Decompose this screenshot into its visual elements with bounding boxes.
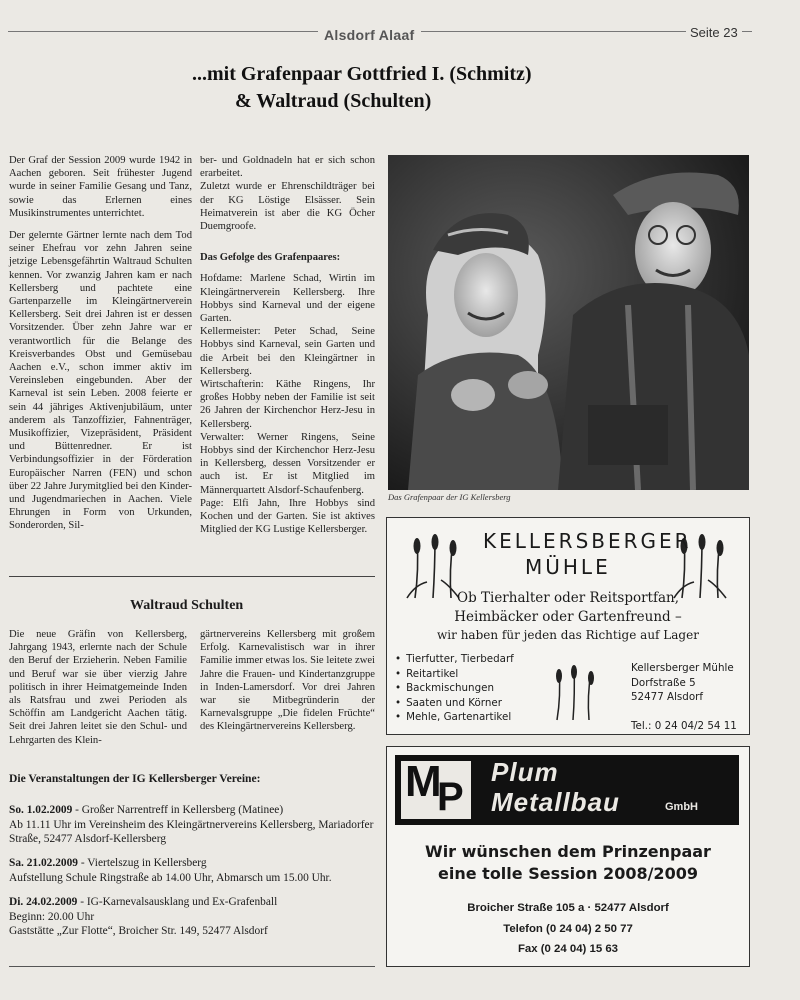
headline-line-2: & Waltraud (Schulten)	[235, 90, 432, 112]
mill-address-street: Dorfstraße 5	[631, 676, 696, 689]
wheat-icon	[547, 660, 601, 722]
page-number: Seite 23	[686, 25, 742, 40]
mill-product: • Mehle, Gartenartikel	[395, 710, 514, 725]
entourage-item: Wirtschafterin: Käthe Ringens, Ihr großes Hobby neben der Familie ist seit 26 Jahren der Kirchenchor Herz-Jesu in Kellersberg.	[200, 379, 375, 430]
plum-logo-banner	[395, 755, 739, 825]
section-title: Waltraud Schulten	[130, 598, 244, 613]
entourage-heading: Das Gefolge des Grafenpaares:	[200, 252, 341, 264]
article-paragraph: Der gelernte Gärtner lernte nach dem Tod seiner Ehefrau vor zehn Jahren seine jetzige Lebensgefährtin Waltraud Schulten kennen. Vor zwanzig Jahren kam er nach Kellersberg und pachtete eine Gartenparzelle im Kleingärtnerverein Kellersberg. Seit drei Jahren ist er dessen Vorsitzender. Über zehn Jahre war er verantwortlich für die Belange des Kreisverbandes Obst und Gemüsebau Aachen e.V., schon immer aktiv im Vereinsleben eingebunden. Aber der Karneval ist sein Leben. 2008 feierte er sein 44 jähriges Aktivenjubiläum, unter anderem als Tanzoffizier, Fahnenträger, Musikoffizier, Vizepräsident, Präsident und Büttenredner. Er ist Verbindungsoffizier in der Förderation Europäischer Narren (FEN) und schon über 22 Jahre Jurymitglied bei den Kinder- und Jugendmariechen in Aachen. Viele Ehrungen in Form von Urkunden, Sonderorden, Sil-	[9, 230, 192, 532]
waltraud-paragraph: gärtnervereins Kellersberg mit großem Erfolg. Karnevalistisch war in ihrer Familie immer etwas los. Sie leitete zwei Jahre die Frauen- und Kindertanzgruppe in Inden-Lamersdorf. Vor drei Jahren war sie Mitbegründerin der Karnevalsgruppe „Die fidelen Früchte“ des Kleingärtnervereins Kellersberg.	[200, 629, 375, 733]
event-item	[9, 856, 375, 886]
plum-suffix: GmbH	[665, 801, 698, 813]
headline-line-1: ...mit Grafenpaar Gottfried I. (Schmitz)	[192, 63, 532, 85]
mill-slogan: Heimbäcker oder Gartenfreund –	[454, 609, 682, 625]
count-couple-photo	[388, 155, 749, 490]
mill-product: • Backmischungen	[395, 681, 514, 696]
event-title: - Großer Narrentreff in Kellersberg (Matinee)	[72, 803, 284, 816]
events-heading: Die Veranstaltungen der IG Kellersberger Vereine:	[9, 772, 261, 785]
waltraud-column-2	[200, 628, 375, 734]
mill-product: • Reitartikel	[395, 667, 514, 682]
mill-address	[631, 661, 737, 733]
article-column-2	[200, 154, 375, 536]
mill-phone: Tel.: 0 24 04/2 54 11	[631, 719, 737, 732]
mp-logo	[401, 757, 471, 819]
plum-street: Broicher Straße 105 a · 52477 Alsdorf	[467, 902, 669, 914]
mill-title: MÜHLE	[525, 555, 611, 579]
mill-product-list	[395, 652, 514, 725]
article-paragraph: Der Graf der Session 2009 wurde 1942 in Aachen geboren. Seit frühester Jugend wurde in seiner Familie Gesang und Tanz, sowie das Erlernen eines Musikinstrumentes unterrichtet.	[9, 155, 192, 219]
plum-advertisement	[386, 746, 750, 967]
entourage-item: Verwalter: Werner Ringens, Seine Hobbys sind der Kirchenchor Herz-Jesu in Kellersberg, dessen Vorsitzender er auch ist. Er ist Mitglied im Männerquartett Alsdorf-Schaufenberg.	[200, 431, 375, 496]
mp-logo-p: P	[437, 775, 464, 819]
events-bottom-rule	[9, 966, 375, 967]
article-column-1	[9, 154, 192, 533]
event-details: Gaststätte „Zur Flotte“, Broicher Str. 149, 52477 Alsdorf	[9, 925, 268, 938]
mill-product: • Saaten und Körner	[395, 696, 514, 711]
plum-phone: Telefon (0 24 04) 2 50 77	[503, 923, 633, 935]
mill-address-city: 52477 Alsdorf	[631, 691, 703, 704]
plum-name: Plum	[491, 757, 559, 787]
running-title: Alsdorf Alaaf	[318, 27, 421, 43]
event-details: Ab 11.11 Uhr im Vereinsheim des Kleingärtnervereins Kellersberg, Mariadorfer Straße, 52477 Alsdorf-Kellersberg	[9, 818, 374, 846]
count-couple-photo-graphic	[388, 155, 749, 490]
plum-wish: eine tolle Session 2008/2009	[438, 864, 698, 883]
mill-slogan: wir haben für jeden das Richtige auf Lager	[437, 628, 699, 642]
mill-title: KELLERSBERGER	[483, 529, 692, 553]
entourage-item: Kellermeister: Peter Schad, Seine Hobbys sind Karneval, sein Garten und die Arbeit bei den Kleingärtner in Kellersberg.	[200, 326, 375, 377]
mill-slogan: Ob Tierhalter oder Reitsportfan,	[457, 590, 679, 606]
mill-advertisement	[386, 517, 750, 735]
events-box	[9, 772, 375, 948]
event-item	[9, 803, 375, 847]
mill-address-name: Kellersberger Mühle	[631, 662, 734, 674]
event-title: - Viertelszug in Kellersberg	[77, 857, 207, 870]
photo-caption: Das Grafenpaar der IG Kellersberg	[388, 492, 511, 502]
entourage-item: Page: Elfi Jahn, Ihre Hobbys sind Kochen und der Garten. Sie ist aktives Mitglied der KG Lustige Kellersberger.	[200, 497, 375, 536]
event-item	[9, 895, 375, 939]
event-details: Beginn: 20.00 Uhr	[9, 910, 95, 923]
waltraud-column-1	[9, 628, 187, 747]
event-date: Di. 24.02.2009	[9, 895, 78, 908]
mill-product: • Tierfutter, Tierbedarf	[395, 652, 514, 667]
mp-logo-m: M	[405, 757, 442, 806]
plum-wish: Wir wünschen dem Prinzenpaar	[425, 842, 711, 861]
event-title: - IG-Karnevalsausklang und Ex-Grafenball	[77, 895, 278, 908]
article-paragraph: ber- und Goldnadeln hat er sich schon erarbeitet.	[200, 155, 375, 180]
event-details: Aufstellung Schule Ringstraße ab 14.00 Uhr, Abmarsch um 15.00 Uhr.	[9, 871, 332, 884]
section-divider	[9, 576, 375, 577]
event-date: Sa. 21.02.2009	[9, 857, 78, 870]
plum-fax: Fax (0 24 04) 15 63	[517, 943, 619, 955]
event-date: So. 1.02.2009	[9, 803, 73, 816]
entourage-item: Hofdame: Marlene Schad, Wirtin im Kleingärtnerverein Kellersberg. Ihre Hobbys sind Karneval und der eigene Garten.	[200, 273, 375, 325]
waltraud-paragraph: Die neue Gräfin von Kellersberg, Jahrgang 1943, erlernte nach der Schule den Beruf der Erzieherin. Neben Familie und Beruf war sie über vierzig Jahre politisch in ihrer Heimatgemeinde Inden als Ratsfrau und zwei Perioden als Schöffin am Landgericht Aachen tätig. Seit drei Jahren leitet sie den Schul- und Lehrgarten des Klein-	[9, 629, 187, 746]
article-paragraph: Zuletzt wurde er Ehrenschildträger bei der KG Löstige Elsässer. Sein Heimatverein ist aber die KG Öcher Duemgroofe.	[200, 181, 375, 233]
plum-name: Metallbau	[491, 787, 620, 817]
